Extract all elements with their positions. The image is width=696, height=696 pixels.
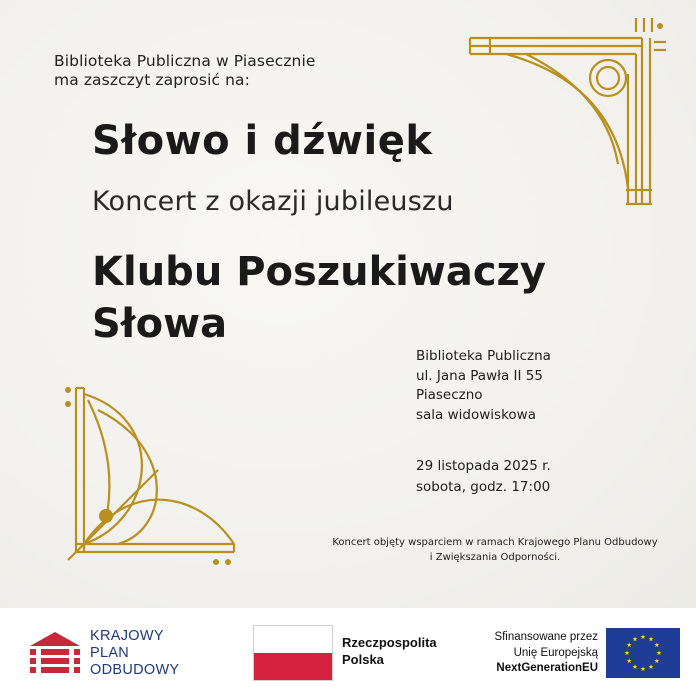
kpo-line-3: ODBUDOWY xyxy=(90,662,180,678)
venue-line-3: Piaseczno xyxy=(416,387,483,403)
venue-line-1: Biblioteka Publiczna xyxy=(416,348,551,364)
club-name-line-1: Klubu Poszukiwaczy xyxy=(92,249,546,295)
funding-note-line-2: i Zwiększania Odporności. xyxy=(429,552,561,563)
venue-line-4: sala widowiskowa xyxy=(416,406,536,423)
club-name xyxy=(92,246,612,350)
venue-address xyxy=(416,347,551,425)
kpo-line-1: KRAJOWY xyxy=(90,628,164,644)
venue-line-2: ul. Jana Pawła II 55 xyxy=(416,367,543,384)
eu-funding-text xyxy=(470,630,598,677)
eu-line-1: Sfinansowane przez xyxy=(494,631,598,643)
funding-note xyxy=(300,535,690,565)
kpo-logo-icon xyxy=(30,632,80,678)
funding-note-line-1: Koncert objęty wsparciem w ramach Krajowego Planu Odbudowy xyxy=(332,537,658,548)
corner-ornament-bottom-left xyxy=(58,380,242,570)
kpo-line-2: PLAN xyxy=(90,645,130,661)
kpo-logo-text xyxy=(90,628,179,679)
eu-line-3: NextGenerationEU xyxy=(496,662,598,674)
event-datetime xyxy=(416,456,551,498)
event-subtitle: Koncert z okazji jubileuszu xyxy=(92,186,454,217)
intro-text xyxy=(54,52,414,90)
eu-flag-icon xyxy=(606,628,680,678)
intro-line-2: ma zaszczyt zaprosić na: xyxy=(54,71,250,89)
rp-line-1: Rzeczpospolita xyxy=(342,635,437,650)
eu-line-2: Unię Europejską xyxy=(513,646,598,659)
event-title: Słowo i dźwięk xyxy=(92,118,433,164)
polish-flag-icon xyxy=(253,625,333,681)
intro-line-1: Biblioteka Publiczna w Piasecznie xyxy=(54,52,316,70)
rp-line-2: Polska xyxy=(342,652,384,667)
club-name-line-2: Słowa xyxy=(92,301,228,347)
rzeczpospolita-text xyxy=(342,634,437,668)
event-time: sobota, godz. 17:00 xyxy=(416,479,551,495)
event-date: 29 listopada 2025 r. xyxy=(416,458,551,474)
corner-ornament-top-right xyxy=(466,14,676,210)
